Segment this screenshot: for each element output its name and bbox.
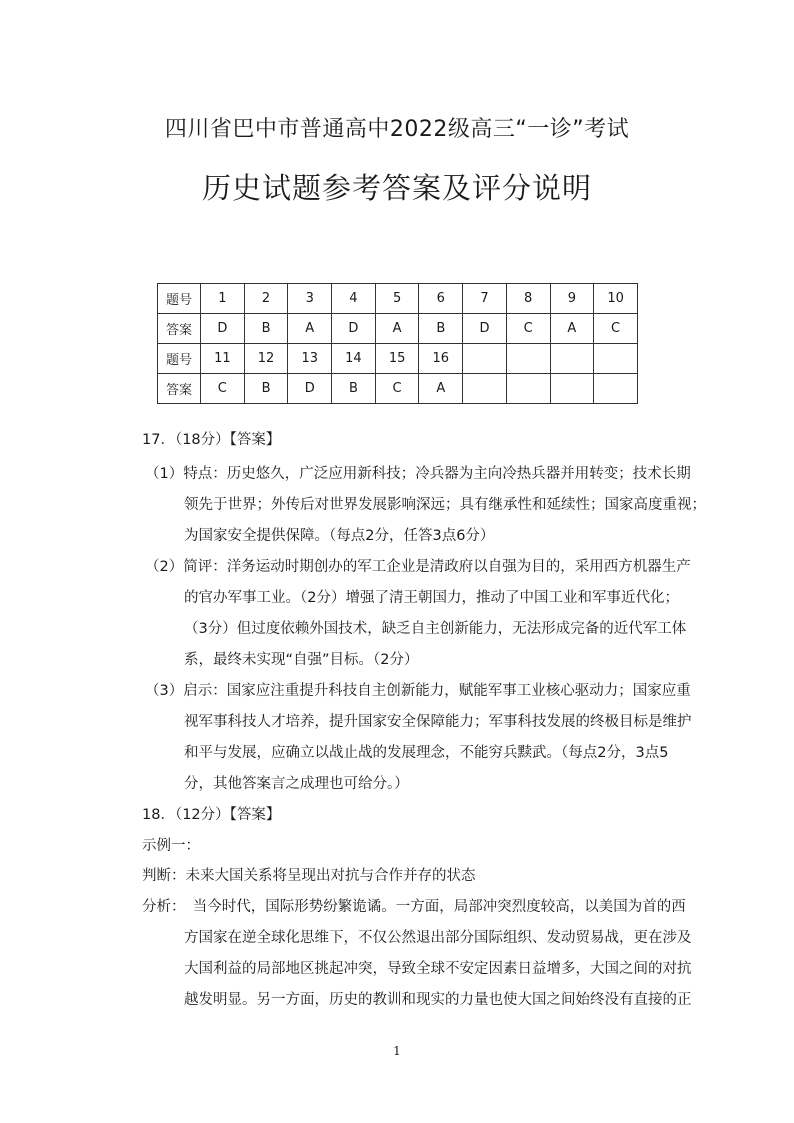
document-subtitle: 历史试题参考答案及评分说明: [201, 171, 592, 205]
answer-table-row-header: 答案: [158, 314, 201, 344]
answer-table-cell: C: [506, 314, 550, 344]
answer-table-cell: 1: [201, 284, 245, 314]
answer-table-cell: 11: [201, 344, 245, 374]
answer-table-cell: A: [375, 314, 419, 344]
answer-line: 为国家安全提供保障。（每点2分，任答3点6分）: [184, 528, 495, 544]
answer-table-row: [158, 344, 638, 374]
answer-table-cell: [506, 344, 550, 374]
page-number: 1: [393, 1044, 401, 1058]
answer-table-row: [158, 284, 638, 314]
answer-line: 越发明显。另一方面，历史的教训和现实的力量也使大国之间始终没有直接的正: [184, 992, 692, 1008]
answer-table-cell: 12: [244, 344, 288, 374]
answer-table-row: [158, 314, 638, 344]
answer-line: 判断：未来大国关系将呈现出对抗与合作并存的状态: [142, 868, 476, 884]
answer-table-cell: 16: [419, 344, 463, 374]
answer-line: （3分）但过度依赖外国技术，缺乏自主创新能力，无法形成完备的近代军工体: [184, 621, 687, 637]
answer-table-cell: D: [463, 314, 507, 344]
answer-table-cell: [594, 374, 638, 404]
answer-table-cell: A: [288, 314, 332, 344]
answer-table-cell: D: [288, 374, 332, 404]
answer-table-cell: [463, 344, 507, 374]
answer-line: 示例一：: [142, 838, 200, 854]
answer-line: 视军事科技人才培养，提升国家安全保障能力；军事科技发展的终极目标是维护: [184, 714, 692, 730]
answer-table-cell: D: [332, 314, 376, 344]
answer-table-cell: C: [201, 374, 245, 404]
answer-table-cell: [550, 344, 594, 374]
answer-table-cell: [506, 374, 550, 404]
answer-table-cell: A: [550, 314, 594, 344]
answer-line: 分，其他答案言之成理也可给分。）: [184, 776, 409, 792]
answer-table-cell: 2: [244, 284, 288, 314]
answer-table-cell: B: [332, 374, 376, 404]
answer-table-cell: 10: [594, 284, 638, 314]
answer-line: 大国利益的局部地区挑起冲突，导致全球不安定因素日益增多，大国之间的对抗: [184, 961, 692, 977]
answer-table-cell: [463, 374, 507, 404]
answer-line: 分析： 当今时代，国际形势纷繁诡谲。一方面，局部冲突烈度较高，以美国为首的西: [142, 899, 686, 915]
answer-table-cell: 3: [288, 284, 332, 314]
answer-table-cell: C: [594, 314, 638, 344]
answer-table-cell: 6: [419, 284, 463, 314]
answer-line: 系，最终未实现“自强”目标。（2分）: [184, 652, 419, 668]
answer-table-cell: D: [201, 314, 245, 344]
answer-table-cell: 7: [463, 284, 507, 314]
answer-line: （2）简评：洋务运动时期创办的军工企业是清政府以自强为目的，采用西方机器生产: [145, 559, 691, 575]
answer-table-cell: 5: [375, 284, 419, 314]
answer-line: （1）特点：历史悠久，广泛应用新科技；冷兵器为主向冷热兵器并用转变；技术长期: [145, 466, 691, 482]
answer-table-cell: 14: [332, 344, 376, 374]
answer-table-cell: C: [375, 374, 419, 404]
answer-table: [157, 283, 638, 404]
answer-table-cell: 13: [288, 344, 332, 374]
answer-table-row-header: 题号: [158, 284, 201, 314]
answer-line: 和平与发展，应确立以战止战的发展理念，不能穷兵黩武。（每点2分，3点5: [184, 745, 669, 761]
answer-table-cell: 9: [550, 284, 594, 314]
answer-table-cell: 15: [375, 344, 419, 374]
answer-line: 的官办军事工业。（2分）增强了清王朝国力，推动了中国工业和军事近代化；: [184, 590, 679, 606]
question-18-header: 18．（12分）【答案】: [142, 807, 281, 823]
question-17-header: 17．（18分）【答案】: [142, 432, 281, 448]
answer-table-cell: 8: [506, 284, 550, 314]
document-title: 四川省巴中市普通高中2022级高三“一诊”考试: [164, 117, 630, 142]
answer-table-row: [158, 374, 638, 404]
answer-table-cell: [550, 374, 594, 404]
answer-line: 方国家在逆全球化思维下，不仅公然退出部分国际组织、发动贸易战，更在涉及: [184, 930, 692, 946]
answer-table-cell: B: [244, 374, 288, 404]
answer-table-row-header: 题号: [158, 344, 201, 374]
answer-table-cell: A: [419, 374, 463, 404]
answer-table-cell: B: [244, 314, 288, 344]
answer-line: （3）启示：国家应注重提升科技自主创新能力，赋能军事工业核心驱动力；国家应重: [145, 683, 691, 699]
answer-line: 领先于世界；外传后对世界发展影响深远；具有继承性和延续性；国家高度重视；: [184, 497, 706, 513]
answer-table-cell: 4: [332, 284, 376, 314]
answer-table-row-header: 答案: [158, 374, 201, 404]
answer-table-cell: [594, 344, 638, 374]
answer-table-cell: B: [419, 314, 463, 344]
